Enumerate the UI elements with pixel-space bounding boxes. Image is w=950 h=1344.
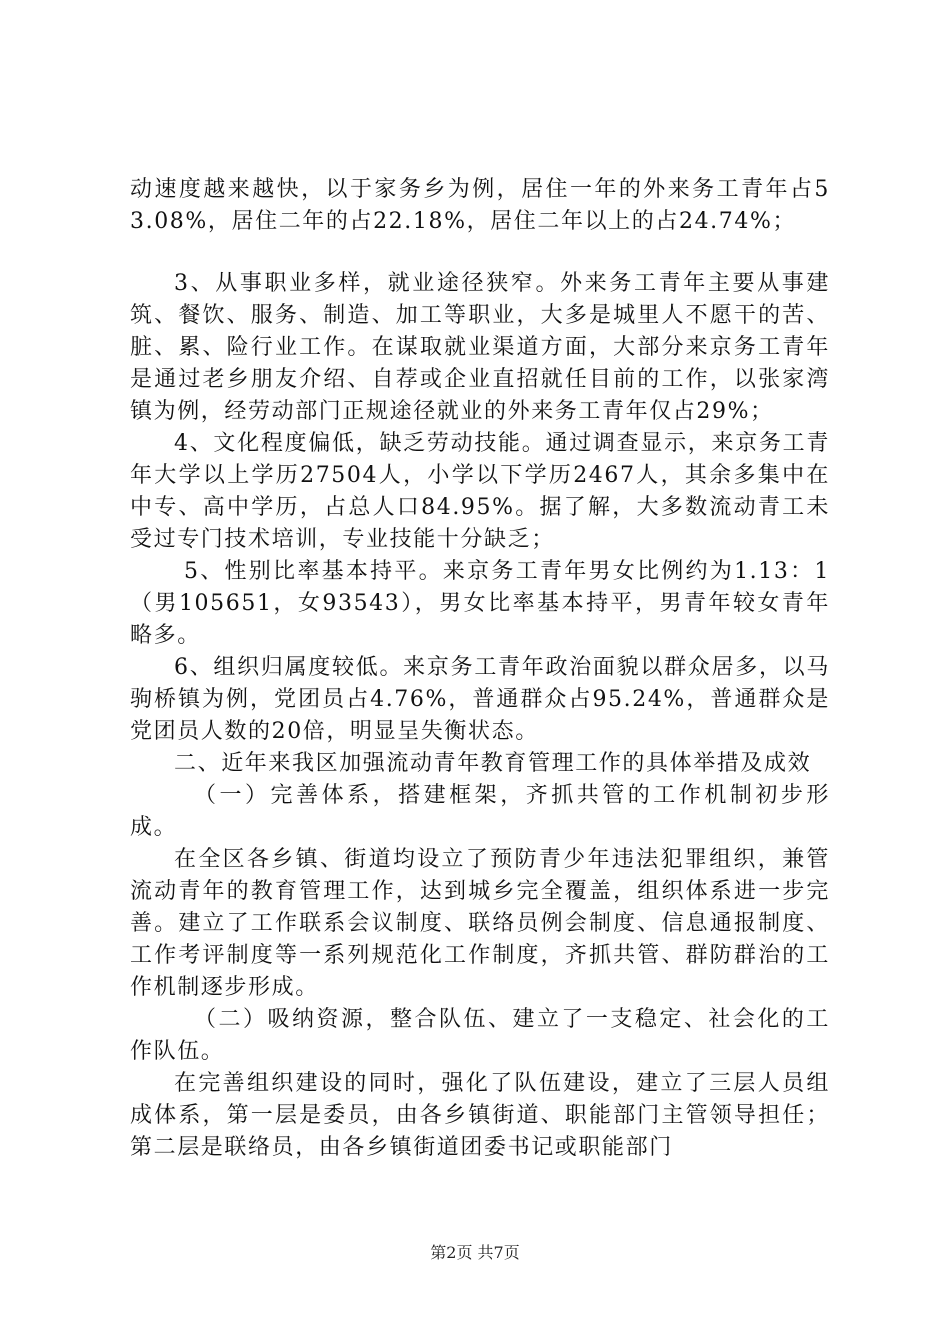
paragraph-body-1: 在全区各乡镇、街道均设立了预防青少年违法犯罪组织，兼管流动青年的教育管理工作，达到城乡完全覆盖，组织体系进一步完善。建立了工作联系会议制度、联络员例会制度、信息通报制度、工作考评制度等一系列规范化工作制度，齐抓共管、群防群治的工作机制逐步形成。	[130, 847, 830, 1000]
subsection-heading-2: （二）吸纳资源，整合队伍、建立了一支稳定、社会化的工作队伍。	[130, 1007, 830, 1064]
paragraph-item-5: 5、性别比率基本持平。来京务工青年男女比例约为1.13：1（男105651，女93543），男女比率基本持平，男青年较女青年略多。	[130, 559, 830, 648]
paragraph-continuation: 动速度越来越快，以于家务乡为例，居住一年的外来务工青年占53.08%，居住二年的占22.18%，居住二年以上的占24.74%；	[130, 177, 830, 234]
paragraph-body-2: 在完善组织建设的同时，强化了队伍建设，建立了三层人员组成体系，第一层是委员，由各乡镇街道、职能部门主管领导担任；第二层是联络员，由各乡镇街道团委书记或职能部门	[130, 1071, 830, 1160]
paragraph-item-6: 6、组织归属度较低。来京务工青年政治面貌以群众居多，以马驹桥镇为例，党团员占4.76%，普通群众占95.24%，普通群众是党团员人数的20倍，明显呈失衡状态。	[130, 655, 830, 744]
paragraph-item-3: 3、从事职业多样，就业途径狭窄。外来务工青年主要从事建筑、餐饮、服务、制造、加工等职业，大多是城里人不愿干的苦、脏、累、险行业工作。在谋取就业渠道方面，大部分来京务工青年是通过老乡朋友介绍、自荐或企业直招就任目前的工作，以张家湾镇为例，经劳动部门正规途径就业的外来务工青年仅占29%；	[130, 271, 830, 424]
section-heading-2: 二、近年来我区加强流动青年教育管理工作的具体举措及成效	[174, 751, 812, 776]
paragraph-item-4: 4、文化程度偏低，缺乏劳动技能。通过调查显示，来京务工青年大学以上学历27504人，小学以下学历2467人，其余多集中在中专、高中学历，占总人口84.95%。据了解，大多数流动青工未受过专门技术培训，专业技能十分缺乏；	[130, 431, 830, 552]
document-body	[130, 174, 830, 1164]
page-number-footer: 第2页 共7页	[430, 1243, 520, 1262]
subsection-heading-1: （一）完善体系，搭建框架，齐抓共管的工作机制初步形成。	[130, 783, 830, 840]
